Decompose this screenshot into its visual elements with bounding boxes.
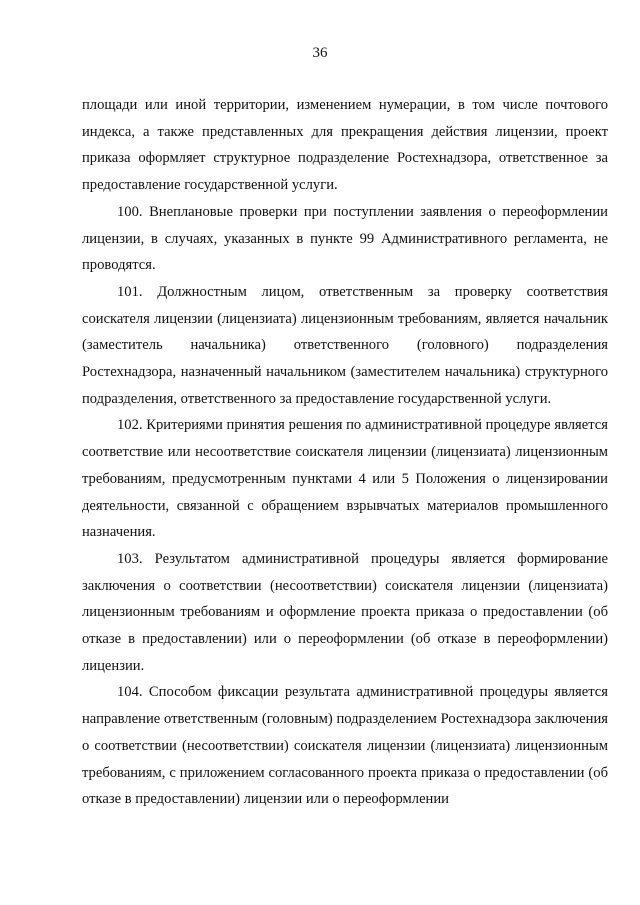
- paragraph-item-104: 104. Способом фиксации результата административной процедуры является направление ответственным (головным) подразделением Ростехнадзора заключения о соответствии (несоответствии) соискателя лицензии (лицензиата) лицензионным требованиям, с приложением согласованного проекта приказа о предоставлении (об отказе в предоставлении) лицензии или о переоформлении: [82, 684, 608, 808]
- document-body: [82, 92, 608, 813]
- paragraph-item-102: 102. Критериями принятия решения по административной процедуре является соответствие или несоответствие соискателя лицензии (лицензиата) лицензионным требованиям, предусмотренным пунктами 4 или 5 Положения о лицензировании деятельности, связанной с обращением взрывчатых материалов промышленного назначения.: [82, 417, 608, 541]
- paragraph-item-100: 100. Внеплановые проверки при поступлении заявления о переоформлении лицензии, в случаях, указанных в пункте 99 Административного регламента, не проводятся.: [82, 203, 608, 274]
- paragraph-item-101: 101. Должностным лицом, ответственным за проверку соответствия соискателя лицензии (лицензиата) лицензионным требованиям, является начальник (заместитель начальника) ответственного (головного) подразделения Ростехнадзора, назначенный начальником (заместителем начальника) структурного подразделения, ответственного за предоставление государственной услуги.: [82, 283, 608, 407]
- page-number: 36: [312, 45, 328, 61]
- paragraph-continuation: площади или иной территории, изменением нумерации, в том числе почтового индекса, а также представленных для прекращения действия лицензии, проект приказа оформляет структурное подразделение Ростехнадзора, ответственное за предоставление государственной услуги.: [82, 97, 608, 194]
- paragraph-item-103: 103. Результатом административной процедуры является формирование заключения о соответствии (несоответствии) соискателя лицензии (лицензиата) лицензионным требованиям и оформление проекта приказа о предоставлении (об отказе в предоставлении) или о переоформлении (об отказе в переоформлении) лицензии.: [82, 550, 608, 674]
